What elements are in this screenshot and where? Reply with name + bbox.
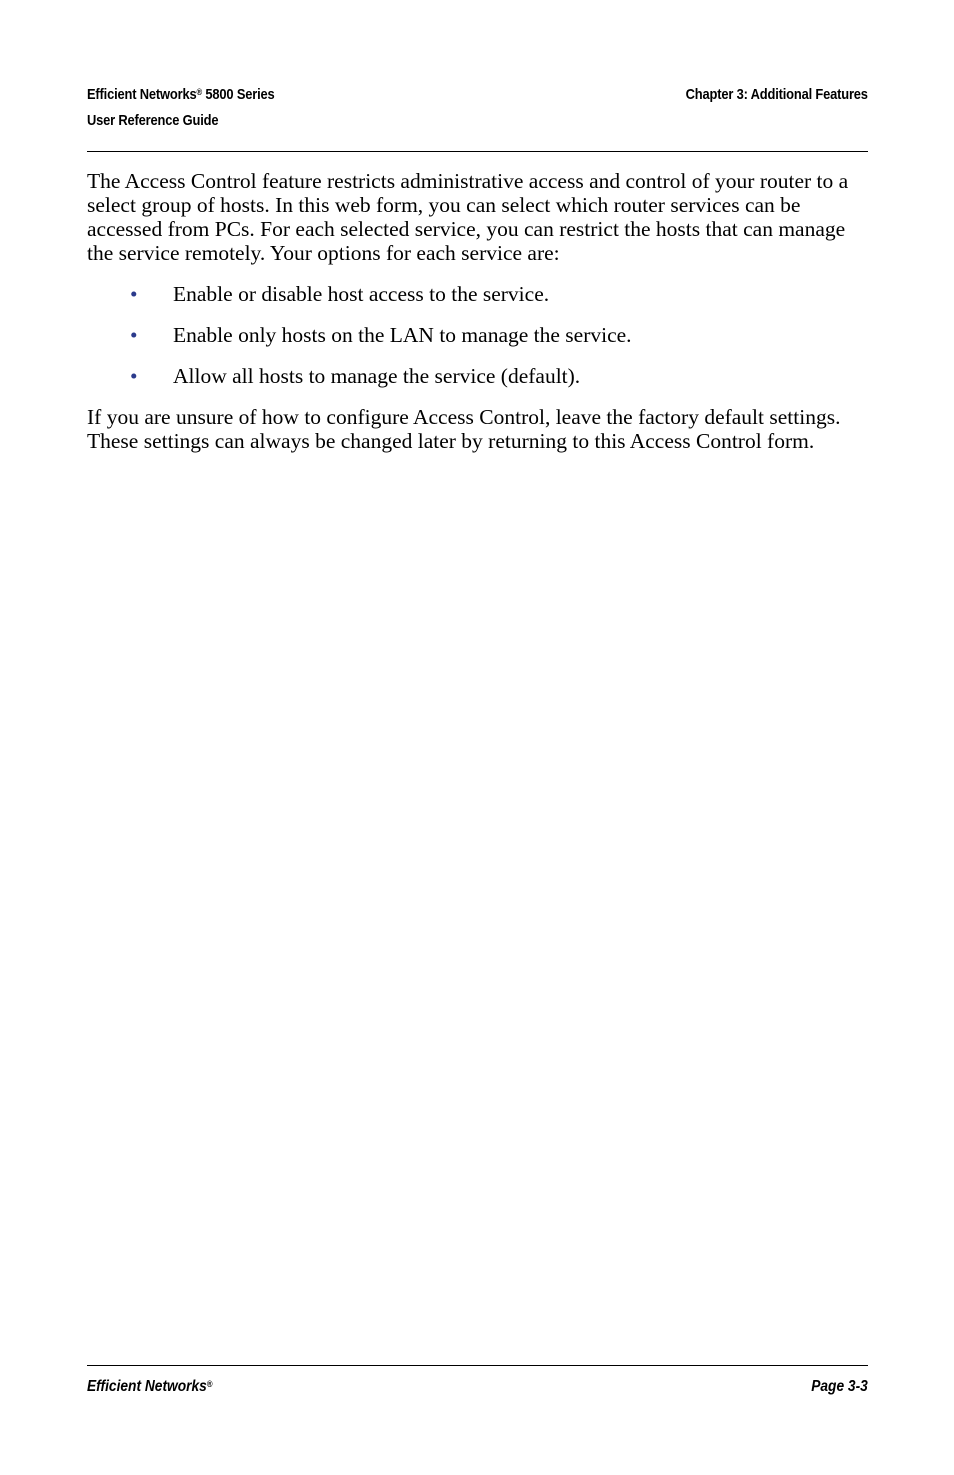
list-item-text: Enable or disable host access to the service. (173, 282, 550, 306)
intro-paragraph: The Access Control feature restricts administrative access and control of your router to a select group of hosts. In this web form, you can select which router services can be accessed from PCs. For each selected service, you can restrict the hosts that can manage the service remotely. Your options for each service are: (87, 169, 849, 265)
header-left (87, 82, 275, 134)
page-number: Page 3-3 (811, 1378, 868, 1395)
footer-registered-mark: ® (206, 1379, 213, 1389)
bullet-icon: • (130, 364, 138, 388)
bullet-icon: • (130, 323, 138, 347)
footer-left (87, 1374, 213, 1400)
header-series: 5800 Series (201, 86, 275, 103)
list-item-text: Enable only hosts on the LAN to manage the service. (173, 323, 632, 347)
list-item (87, 364, 868, 388)
page-header (87, 82, 868, 142)
footer-divider (87, 1365, 868, 1366)
list-item-text: Allow all hosts to manage the service (default). (173, 364, 581, 388)
header-chapter: Chapter 3: Additional Features (685, 86, 868, 103)
list-item (87, 323, 868, 347)
closing-paragraph: If you are unsure of how to configure Access Control, leave the factory default settings. These settings can always be changed later by returning to this Access Control form. (87, 405, 841, 453)
page-content (87, 169, 868, 453)
bullet-icon: • (130, 282, 138, 306)
header-registered-mark: ® (196, 87, 202, 97)
options-list (87, 282, 868, 388)
header-divider (87, 151, 868, 152)
header-brand: Efficient Networks (87, 86, 197, 103)
footer-brand: Efficient Networks (87, 1378, 207, 1395)
header-guide-title: User Reference Guide (87, 112, 219, 129)
header-product-line (87, 82, 275, 108)
list-item (87, 282, 868, 306)
page-footer (87, 1374, 868, 1404)
